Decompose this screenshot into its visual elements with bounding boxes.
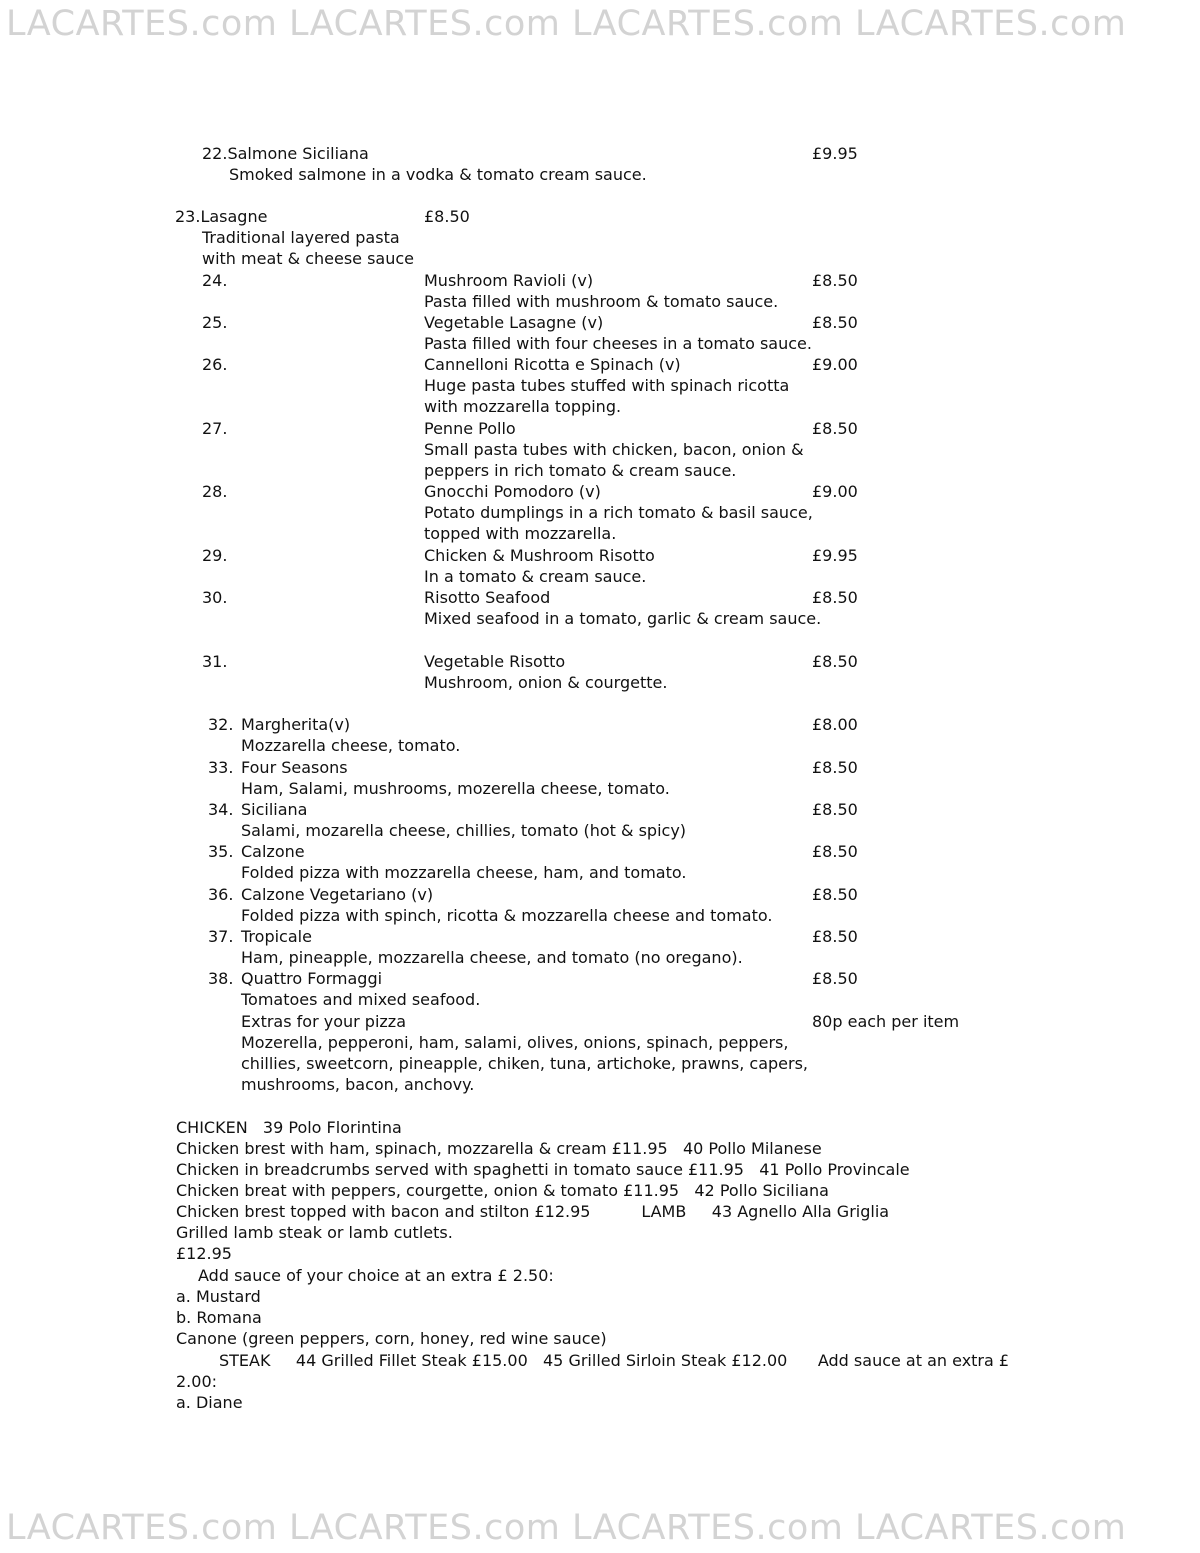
item-24-number: 24. (202, 271, 228, 290)
item-37-name: Tropicale (241, 927, 312, 946)
item-29-desc: In a tomato & cream sauce. (424, 567, 647, 586)
item-26-price: £9.00 (812, 355, 858, 374)
item-23-desc-2: with meat & cheese sauce (202, 249, 414, 268)
item-29-name: Chicken & Mushroom Risotto (424, 546, 655, 565)
item-37-desc: Ham, pineapple, mozzarella cheese, and tomato (no oregano). (241, 948, 743, 967)
tail-line-9: a. Mustard (176, 1287, 261, 1306)
item-30-name: Risotto Seafood (424, 588, 551, 607)
tail-line-12: STEAK 44 Grilled Fillet Steak £15.00 45 Grilled Sirloin Steak £12.00 Add sauce at an extra £ (219, 1351, 1010, 1370)
item-25-name: Vegetable Lasagne (v) (424, 313, 604, 332)
item-28-price: £9.00 (812, 482, 858, 501)
item-33-price: £8.50 (812, 758, 858, 777)
item-35-name: Calzone (241, 842, 305, 861)
item-26-desc-1: Huge pasta tubes stuffed with spinach ricotta (424, 376, 790, 395)
item-31-number: 31. (202, 652, 228, 671)
item-26-desc-2: with mozzarella topping. (424, 397, 622, 416)
item-27-desc-2: peppers in rich tomato & cream sauce. (424, 461, 737, 480)
item-34-name: Siciliana (241, 800, 308, 819)
item-33-name: Four Seasons (241, 758, 348, 777)
item-35-number: 35. (208, 842, 234, 861)
watermark-bottom: LACARTES.com LACARTES.com LACARTES.com LACARTES.com (6, 1508, 1127, 1548)
item-35-price: £8.50 (812, 842, 858, 861)
tail-line-11: Canone (green peppers, corn, honey, red wine sauce) (176, 1329, 607, 1348)
item-31-name: Vegetable Risotto (424, 652, 566, 671)
item-35-desc: Folded pizza with mozzarella cheese, ham, and tomato. (241, 863, 687, 882)
item-28-name: Gnocchi Pomodoro (v) (424, 482, 601, 501)
item-24-desc: Pasta filled with mushroom & tomato sauce. (424, 292, 779, 311)
item-29-price: £9.95 (812, 546, 858, 565)
item-22-price: £9.95 (812, 144, 858, 163)
item-24-price: £8.50 (812, 271, 858, 290)
item-32-number: 32. (208, 715, 234, 734)
item-38-number: 38. (208, 969, 234, 988)
item-29-number: 29. (202, 546, 228, 565)
tail-line-6: Grilled lamb steak or lamb cutlets. (176, 1223, 453, 1242)
item-34-price: £8.50 (812, 800, 858, 819)
extras-line-2: chillies, sweetcorn, pineapple, chiken, tuna, artichoke, prawns, capers, (241, 1054, 808, 1073)
extras-line-3: mushrooms, bacon, anchovy. (241, 1075, 475, 1094)
item-27-price: £8.50 (812, 419, 858, 438)
item-36-name: Calzone Vegetariano (v) (241, 885, 434, 904)
item-31-desc: Mushroom, onion & courgette. (424, 673, 668, 692)
tail-line-10: b. Romana (176, 1308, 262, 1327)
item-34-desc: Salami, mozarella cheese, chillies, tomato (hot & spicy) (241, 821, 687, 840)
item-22-desc: Smoked salmone in a vodka & tomato cream sauce. (229, 165, 647, 184)
item-26-number: 26. (202, 355, 228, 374)
item-23-desc-1: Traditional layered pasta (202, 228, 400, 247)
item-37-price: £8.50 (812, 927, 858, 946)
tail-line-3: Chicken in breadcrumbs served with spaghetti in tomato sauce £11.95 41 Pollo Provincale (176, 1160, 910, 1179)
item-25-number: 25. (202, 313, 228, 332)
tail-line-1: CHICKEN 39 Polo Florintina (176, 1118, 402, 1137)
item-22-name: 22.Salmone Siciliana (202, 144, 369, 163)
extras-title: Extras for your pizza (241, 1012, 407, 1031)
item-33-number: 33. (208, 758, 234, 777)
item-30-price: £8.50 (812, 588, 858, 607)
item-33-desc: Ham, Salami, mushrooms, mozerella cheese, tomato. (241, 779, 670, 798)
tail-line-13: 2.00: (176, 1372, 218, 1391)
item-38-desc: Tomatoes and mixed seafood. (241, 990, 481, 1009)
tail-line-8: Add sauce of your choice at an extra £ 2.50: (198, 1266, 554, 1285)
item-25-desc: Pasta filled with four cheeses in a tomato sauce. (424, 334, 812, 353)
extras-price: 80p each per item (812, 1012, 960, 1031)
tail-line-4: Chicken breat with peppers, courgette, onion & tomato £11.95 42 Pollo Siciliana (176, 1181, 829, 1200)
item-23-name: 23.Lasagne (175, 207, 268, 226)
item-27-desc-1: Small pasta tubes with chicken, bacon, onion & (424, 440, 804, 459)
item-25-price: £8.50 (812, 313, 858, 332)
item-36-desc: Folded pizza with spinch, ricotta & mozzarella cheese and tomato. (241, 906, 773, 925)
item-34-number: 34. (208, 800, 234, 819)
item-27-name: Penne Pollo (424, 419, 516, 438)
item-31-price: £8.50 (812, 652, 858, 671)
item-36-number: 36. (208, 885, 234, 904)
item-30-number: 30. (202, 588, 228, 607)
extras-line-1: Mozerella, pepperoni, ham, salami, olives, onions, spinach, peppers, (241, 1033, 789, 1052)
item-23-price: £8.50 (424, 207, 470, 226)
tail-line-5: Chicken brest topped with bacon and stilton £12.95 LAMB 43 Agnello Alla Griglia (176, 1202, 890, 1221)
item-36-price: £8.50 (812, 885, 858, 904)
watermark-top: LACARTES.com LACARTES.com LACARTES.com LACARTES.com (6, 4, 1127, 44)
item-28-desc-1: Potato dumplings in a rich tomato & basil sauce, (424, 503, 813, 522)
item-24-name: Mushroom Ravioli (v) (424, 271, 594, 290)
item-32-price: £8.00 (812, 715, 858, 734)
tail-line-14: a. Diane (176, 1393, 243, 1412)
item-32-desc: Mozzarella cheese, tomato. (241, 736, 461, 755)
item-37-number: 37. (208, 927, 234, 946)
tail-line-2: Chicken brest with ham, spinach, mozzarella & cream £11.95 40 Pollo Milanese (176, 1139, 822, 1158)
item-30-desc: Mixed seafood in a tomato, garlic & cream sauce. (424, 609, 822, 628)
item-28-desc-2: topped with mozzarella. (424, 524, 617, 543)
item-26-name: Cannelloni Ricotta e Spinach (v) (424, 355, 681, 374)
item-28-number: 28. (202, 482, 228, 501)
item-38-name: Quattro Formaggi (241, 969, 383, 988)
item-27-number: 27. (202, 419, 228, 438)
tail-line-7: £12.95 (176, 1244, 232, 1263)
item-38-price: £8.50 (812, 969, 858, 988)
item-32-name: Margherita(v) (241, 715, 351, 734)
